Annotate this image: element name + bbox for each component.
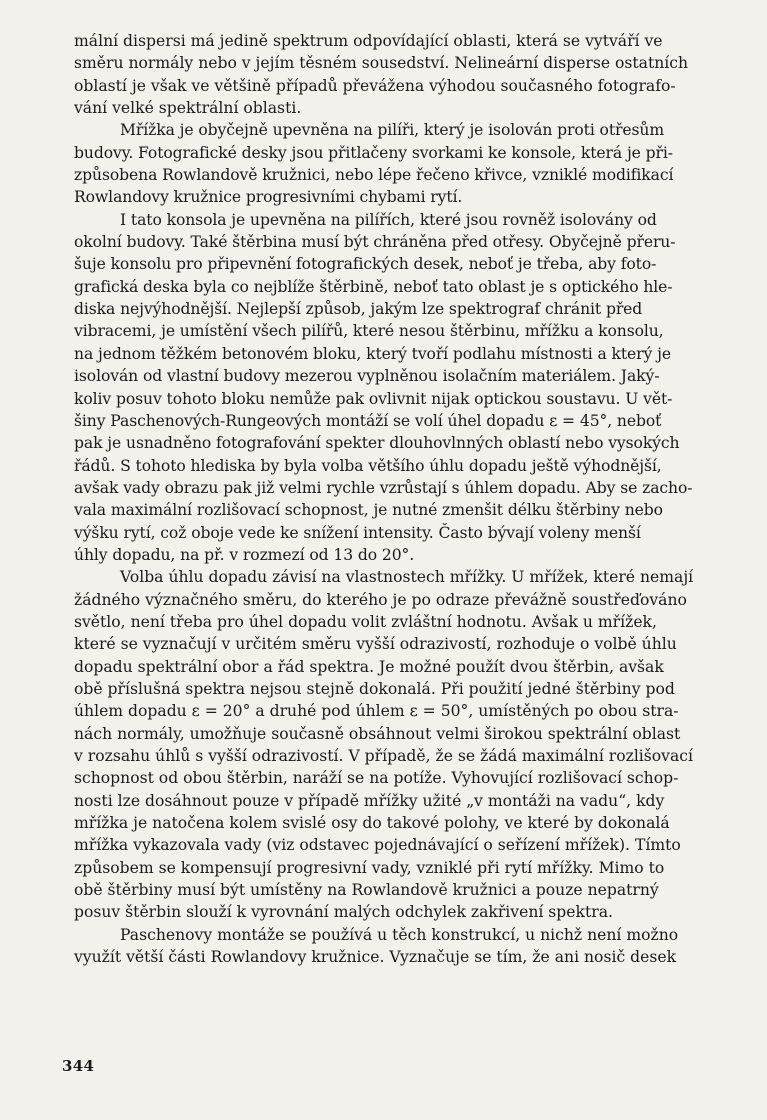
text-line: které se vyznačují v určitém směru vyšší odrazivostí, rozhoduje o volbě úhlu	[74, 635, 677, 654]
text-line: grafická deska byla co nejblíže štěrbině, neboť tato oblast je s optického hle-	[74, 277, 673, 296]
paragraph-4	[74, 566, 739, 924]
text-line: na jednom těžkém betonovém bloku, který tvoří podlahu místnosti a který je	[74, 344, 671, 363]
text-line: dopadu spektrální obor a řád spektra. Je možné použít dvou štěrbin, avšak	[74, 657, 664, 676]
text-line: posuv štěrbin slouží k vyrovnání malých odchylek zakřivení spektra.	[74, 903, 613, 922]
paragraph-3	[74, 209, 739, 567]
text-line: vala maximální rozlišovací schopnost, je nutné zmenšit délku štěrbiny nebo	[74, 501, 663, 520]
text-line: úhly dopadu, na př. v rozmezí od 13 do 20°.	[74, 545, 415, 564]
text-line: Mřížka je obyčejně upevněna na pilíři, který je isolován proti otřesům	[120, 121, 665, 140]
text-line: pak je usnadněno fotografování spekter dlouhovlnných oblastí nebo vysokých	[74, 434, 680, 453]
page-text	[74, 30, 739, 968]
text-line: mální dispersi má jedině spektrum odpovídající oblasti, která se vytváří ve	[74, 32, 663, 50]
text-line: šiny Paschenových-Rungeových montáží se volí úhel dopadu ε = 45°, neboť	[74, 411, 662, 430]
text-line: diska nejvýhodnější. Nejlepší způsob, jakým lze spektrograf chránit před	[74, 300, 643, 319]
text-line: schopnost od obou štěrbin, naráží se na potíže. Vyhovující rozlišovací schop-	[74, 769, 679, 788]
text-line: okolní budovy. Také štěrbina musí být chráněna před otřesy. Obyčejně přeru-	[74, 233, 676, 252]
text-line: Paschenovy montáže se používá u těch konstrukcí, u nichž není možno	[120, 925, 679, 944]
text-line: způsobem se kompensují progresivní vady, vzniklé při rytí mřížky. Mimo to	[74, 858, 665, 877]
text-line: koliv posuv tohoto bloku nemůže pak ovlivnit nijak optickou soustavu. U vět-	[74, 389, 673, 408]
text-line: budovy. Fotografické desky jsou přitlačeny svorkami ke konsole, která je při-	[74, 143, 673, 162]
text-line: vání velké spektrální oblasti.	[74, 99, 302, 118]
text-line: způsobena Rowlandově kružnici, nebo lépe řečeno křivce, vzniklé modifikací	[74, 166, 674, 185]
paragraph-5	[74, 924, 739, 969]
paragraph-2	[74, 119, 739, 208]
text-line: řádů. S tohoto hlediska by byla volba většího úhlu dopadu ještě výhodnější,	[74, 456, 662, 475]
text-line: vibracemi, je umístění všech pilířů, které nesou štěrbinu, mřížku a konsolu,	[74, 322, 664, 341]
text-line: nách normály, umožňuje současně obsáhnout velmi širokou spektrální oblast	[74, 724, 681, 743]
text-line: mřížka je natočena kolem svislé osy do takové polohy, ve které by dokonalá	[74, 814, 670, 833]
text-line: nosti lze dosáhnout pouze v případě mřížky užité „v montáži na vadu“, kdy	[74, 791, 665, 810]
page-number: 344	[62, 1057, 95, 1075]
paragraph-1	[74, 30, 739, 119]
text-line: Volba úhlu dopadu závisí na vlastnostech mřížky. U mřížek, které nemají	[120, 568, 694, 587]
text-line: Rowlandovy kružnice progresivními chybami rytí.	[74, 188, 463, 207]
text-line: světlo, není třeba pro úhel dopadu volit zvláštní hodnotu. Avšak u mřížek,	[74, 612, 657, 631]
text-line: využít větší části Rowlandovy kružnice. Vyznačuje se tím, že ani nosič desek	[74, 948, 677, 967]
text-line: šuje konsolu pro připevnění fotografických desek, neboť je třeba, aby foto-	[74, 255, 657, 274]
text-line: I tato konsola je upevněna na pilířích, které jsou rovněž isolovány od	[120, 210, 657, 229]
text-line: oblastí je však ve většině případů převážena výhodou současného fotografo-	[74, 76, 676, 95]
text-line: směru normály nebo v jejím těsném sousedství. Nelineární disperse ostatních	[74, 54, 689, 73]
text-line: avšak vady obrazu pak již velmi rychle vzrůstají s úhlem dopadu. Aby se zacho-	[74, 478, 693, 497]
text-line: obě příslušná spektra nejsou stejně dokonalá. Při použití jedné štěrbiny pod	[74, 679, 675, 698]
text-line: úhlem dopadu ε = 20° a druhé pod úhlem ε = 50°, umístěných po obou stra-	[74, 702, 679, 721]
text-line: žádného význačného směru, do kterého je po odraze převážně soustřeďováno	[74, 590, 687, 609]
text-line: mřížka vykazovala vady (viz odstavec pojednávající o seřízení mřížek). Tímto	[74, 836, 681, 855]
text-line: isolován od vlastní budovy mezerou vyplněnou isolačním materiálem. Jaký-	[74, 367, 660, 386]
text-line: obě štěrbiny musí být umístěny na Rowlandově kružnici a pouze nepatrný	[74, 881, 659, 900]
text-line: v rozsahu úhlů s vyšší odrazivostí. V případě, že se žádá maximální rozlišovací	[74, 747, 694, 765]
text-line: výšku rytí, což oboje vede ke snížení intensity. Často bývají voleny menší	[74, 523, 641, 542]
